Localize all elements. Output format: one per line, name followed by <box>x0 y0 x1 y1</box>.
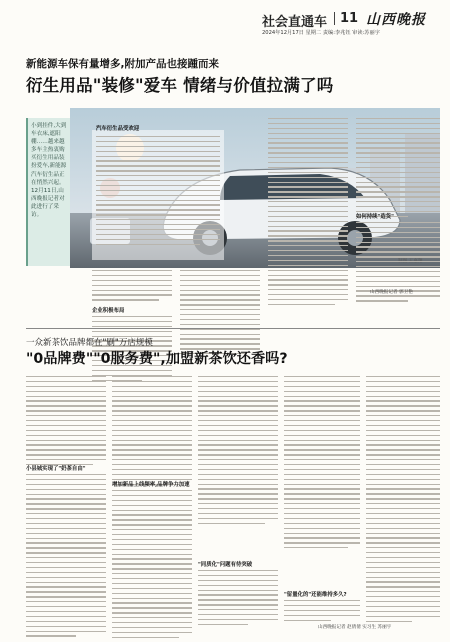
masthead-logo: 山西晚报 <box>366 12 426 28</box>
text-block <box>268 118 348 309</box>
subhead-1: 汽车衍生品受欢迎 <box>96 126 140 132</box>
subhead-7: "留量化的"还能维持多久? <box>284 592 347 598</box>
text-block <box>284 600 360 624</box>
text-block <box>26 376 106 469</box>
text-block <box>198 570 278 629</box>
story2-byline: 山西晚报记者 赵倩倩 实习生 苏丽宇 <box>318 625 392 630</box>
text-block <box>112 376 192 488</box>
text-block <box>92 270 172 304</box>
intro-text: 小到挂件,大到车衣床,遮阳棚……越来越多车主热衷购买衍生用品装扮爱车,新能源汽车衍生品正在悄然兴起。12月11日,山西晚报记者对此进行了采访。 <box>31 123 67 219</box>
story1-kicker: 新能源车保有量增多,附加产品也接踵而来 <box>26 58 219 70</box>
text-block <box>112 490 192 642</box>
text-block <box>26 474 106 640</box>
story2-headline: "0品牌费""0服务费",加盟新茶饮还香吗? <box>26 351 288 367</box>
story1-byline: 山西晚报记者 郭卫艳 <box>370 290 413 295</box>
text-block <box>180 270 260 358</box>
intro-box <box>26 118 70 266</box>
story-divider <box>26 328 440 329</box>
dateline: 2024年12月17日 星期二 责编:李兆钰 审读:苏丽宇 <box>262 30 380 36</box>
text-block <box>356 118 440 221</box>
text-block <box>284 376 360 552</box>
story1-headline: 衍生用品"装修"爱车 情绪与价值拉满了吗 <box>26 76 334 95</box>
text-block <box>198 376 278 528</box>
subhead-6: "同质化"问题有待突破 <box>198 562 253 568</box>
subhead-4: 小县城实现了"奶茶自由" <box>26 466 86 472</box>
story2-kicker: 一众新茶饮品牌都在"刷"万店规模 <box>26 338 153 348</box>
text-block <box>96 136 220 248</box>
section-divider <box>334 12 335 25</box>
page-header <box>0 0 450 42</box>
subhead-2: 企业积极布局 <box>92 308 125 314</box>
photo-overlay-text <box>92 126 224 260</box>
section-title: 社会直通车 <box>262 15 328 30</box>
subhead-3: 如何持续"造货" <box>356 214 394 220</box>
page-number: 11 <box>340 11 359 26</box>
text-block <box>366 376 440 625</box>
subhead-5: 增加新品上线频率,品牌争力加速 <box>112 482 190 488</box>
